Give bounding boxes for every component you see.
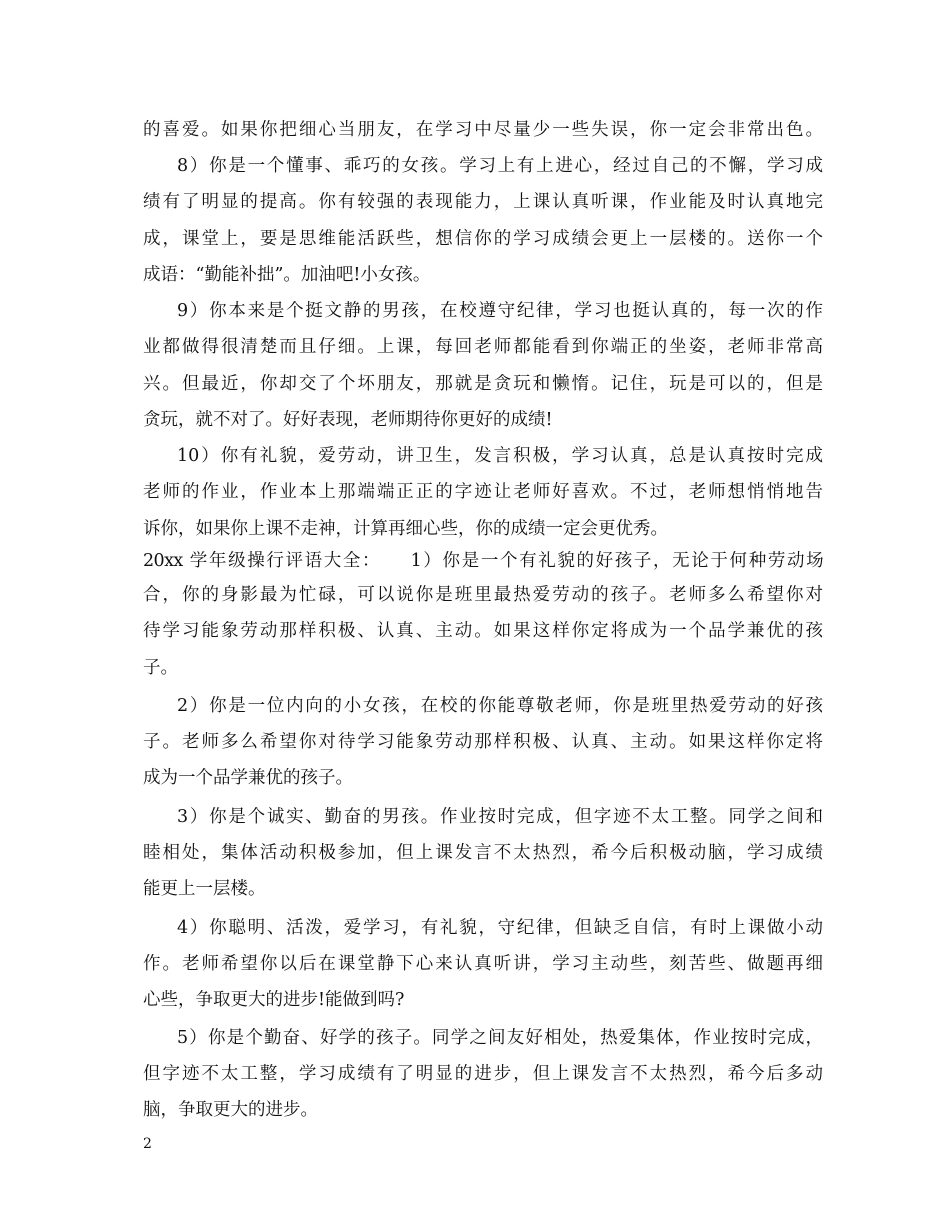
paragraph-line: 脑，争取更大的进步。 [143,1100,318,1120]
paragraph-line: 合，你的身影最为忙碌，可以说你是班里最热爱劳动的孩子。老师多么希望你对 [143,585,823,605]
paragraph-line: 8）你是一个懂事、乖巧的女孩。学习上有上进心，经过自己的不懈，学习成 [177,156,823,176]
paragraph-line: 子。 [143,658,178,678]
section-heading-line: 20xx 学年级操行评语大全： 1）你是一个有礼貌的好孩子，无论于何种劳动场 [143,551,823,571]
paragraph-line: 但字迹不太工整，学习成绩有了明显的进步，但上课发言不太热烈，希今后多动 [143,1064,823,1084]
paragraph-line: 子。老师多么希望你对待学习能象劳动那样积极、认真、主动。如果这样你定将 [143,732,823,752]
paragraph-line: 诉你，如果你上课不走神，计算再细心些，你的成绩一定会更优秀。 [143,519,668,539]
paragraph-line: 的喜爱。如果你把细心当朋友，在学习中尽量少一些失误，你一定会非常出色。 [143,120,823,140]
paragraph-line: 绩有了明显的提高。你有较强的表现能力，上课认真听课，作业能及时认真地完 [143,192,823,212]
paragraph-line: 兴。但最近，你却交了个坏朋友，那就是贪玩和懒惰。记住，玩是可以的，但是 [143,374,823,394]
paragraph-line: 9）你本来是个挺文静的男孩，在校遵守纪律，学习也挺认真的，每一次的作 [177,301,823,321]
paragraph-line: 2）你是一位内向的小女孩，在校的你能尊敬老师，你是班里热爱劳动的好孩 [177,696,823,716]
paragraph-line: 4）你聪明、活泼，爱学习，有礼貌，守纪律，但缺乏自信，有时上课做小动 [177,918,823,938]
paragraph-line: 3）你是个诚实、勤奋的男孩。作业按时完成，但字迹不太工整。同学之间和 [177,807,823,827]
paragraph-line: 业都做得很清楚而且仔细。上课，每回老师都能看到你端正的坐姿，老师非常高 [143,337,823,357]
paragraph-line: 成语：“勤能补拙”。加油吧!小女孩。 [143,265,431,285]
paragraph-line: 贪玩，就不对了。好好表现，老师期待你更好的成绩! [143,410,553,430]
page-number: 2 [143,1136,152,1152]
paragraph-line: 睦相处，集体活动积极参加，但上课发言不太热烈，希今后积极动脑，学习成绩 [143,843,823,863]
paragraph-line: 5）你是个勤奋、好学的孩子。同学之间友好相处，热爱集体，作业按时完成， [177,1028,823,1048]
paragraph-line: 老师的作业，作业本上那端端正正的字迹让老师好喜欢。不过，老师想悄悄地告 [143,482,823,502]
paragraph-line: 心些，争取更大的进步!能做到吗? [143,990,405,1010]
paragraph-line: 能更上一层楼。 [143,879,266,899]
paragraph-line: 作。老师希望你以后在课堂静下心来认真听讲，学习主动些，刻苦些、做题再细 [143,954,823,974]
paragraph-line: 10）你有礼貌，爱劳动，讲卫生，发言积极，学习认真，总是认真按时完成 [177,446,823,466]
paragraph-line: 成为一个品学兼优的孩子。 [143,768,353,788]
paragraph-line: 待学习能象劳动那样积极、认真、主动。如果这样你定将成为一个品学兼优的孩 [143,621,823,641]
paragraph-line: 成，课堂上，要是思维能活跃些，想信你的学习成绩会更上一层楼的。送你一个 [143,229,823,249]
